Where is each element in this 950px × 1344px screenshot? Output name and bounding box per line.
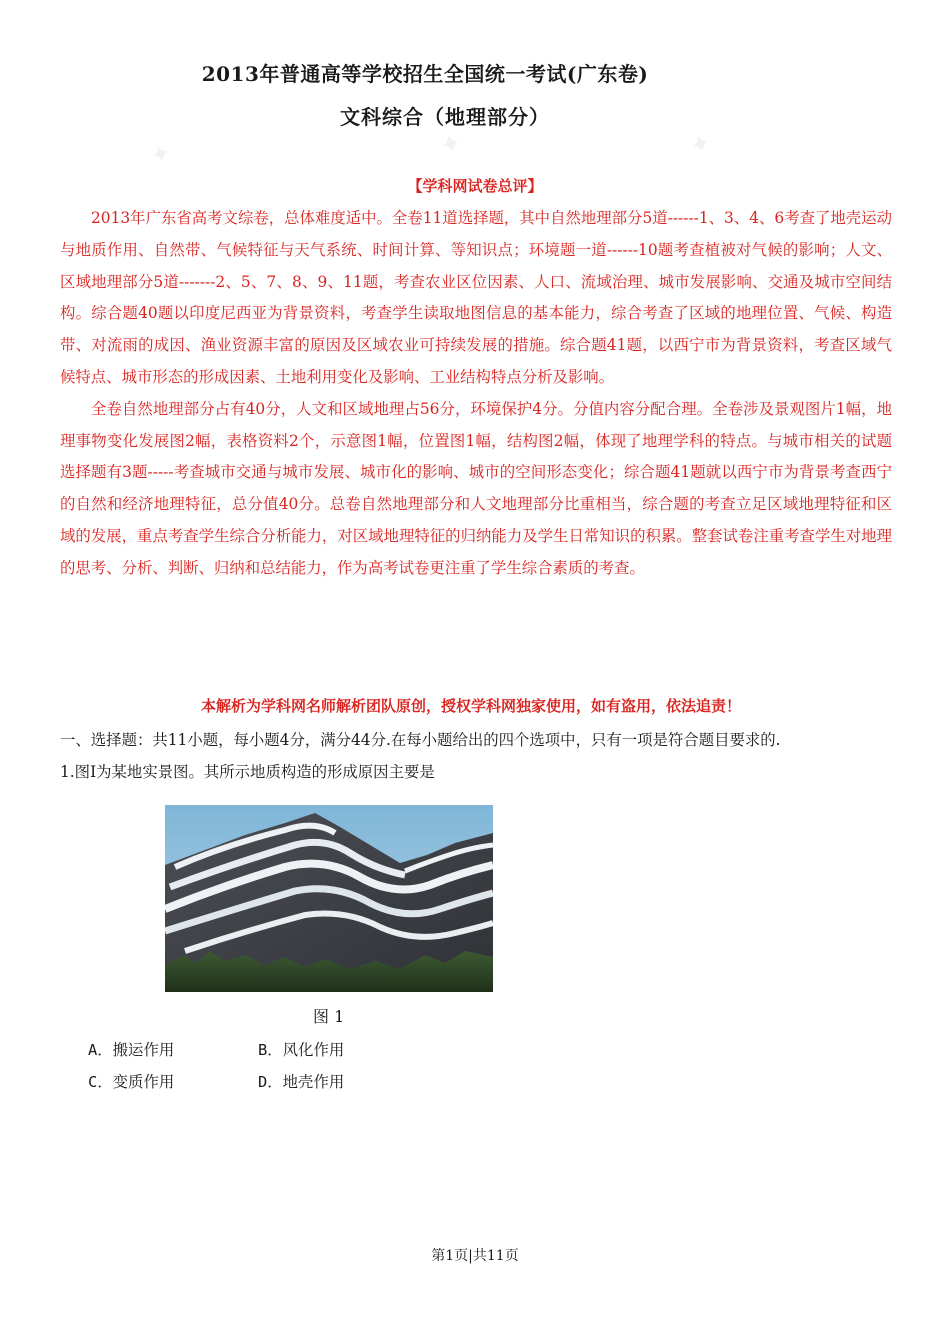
section-heading: 一、选择题：共11小题，每小题4分，满分44分.在每小题给出的四个选项中，只有一项是符合题目要求的. bbox=[60, 731, 781, 749]
review-paragraph: 2013年广东省高考文综卷，总体难度适中。全卷11道选择题，其中自然地理部分5道------1、3、4、6考查了地壳运动与地质作用、自然带、气候特征与天气系统、时间计算、等知识点；环境题一道------10题考查植被对气候的影响；人文、区域地理部分5道-------2、5、7、8、9、11题，考查农业区位因素、人口、流域治理、城市发展影响、交通及城市空间结构。综合题40题以印度尼西亚为背景资料，考查学生读取地图信息的基本能力，综合考查了区域的地理位置、气候、构造带、对流雨的成因、渔业资源丰富的原因及区域农业可持续发展的措施。综合题41题，以西宁市为背景资料，考查区域气候特点、城市形态的形成因素、土地利用变化及影响、工业结构特点分析及影响。 bbox=[60, 209, 892, 386]
exam-subtitle: 文科综合（地理部分） bbox=[340, 105, 550, 129]
option-c: C．变质作用 bbox=[88, 1073, 175, 1091]
page-footer: 第1页|共11页 bbox=[431, 1248, 519, 1264]
question-1-text: 1.图Ⅰ为某地实景图。其所示地质构造的形成原因主要是 bbox=[60, 763, 435, 781]
figure-caption: 图 1 bbox=[313, 1007, 345, 1026]
copyright-notice: 本解析为学科网名师解析团队原创，授权学科网独家使用，如有盗用，依法追责！ bbox=[200, 697, 741, 715]
mountain-photo bbox=[165, 805, 493, 992]
mountain-photo-graphic bbox=[165, 805, 493, 992]
watermark: ✦ bbox=[435, 127, 466, 163]
option-a: A．搬运作用 bbox=[88, 1041, 175, 1059]
option-b: B．风化作用 bbox=[258, 1041, 345, 1059]
exam-title: 2013年普通高等学校招生全国统一考试(广东卷) bbox=[201, 62, 649, 86]
review-body bbox=[60, 203, 892, 585]
review-heading: 【学科网试卷总评】 bbox=[407, 177, 543, 195]
review-paragraph: 全卷自然地理部分占有40分，人文和区域地理占56分，环境保护4分。分值内容分配合理。全卷涉及景观图片1幅，地理事物变化发展图2幅，表格资料2个，示意图1幅，位置图1幅，结构图2幅，体现了地理学科的特点。与城市相关的试题选择题有3题-----考查城市交通与城市发展、城市化的影响、城市的空间形态变化；综合题41题就以西宁市为背景考查西宁的自然和经济地理特征，总分值40分。总卷自然地理部分和人文地理部分比重相当，综合题的考查立足区域地理特征和区域的发展，重点考查学生综合分析能力，对区域地理特征的归纳能力及学生日常知识的积累。整套试卷注重考查学生对地理的思考、分析、判断、归纳和总结能力，作为高考试卷更注重了学生综合素质的考查。 bbox=[60, 399, 892, 577]
option-d: D．地壳作用 bbox=[258, 1073, 345, 1091]
watermark: ✦ bbox=[145, 137, 176, 173]
watermark: ✦ bbox=[685, 127, 716, 163]
